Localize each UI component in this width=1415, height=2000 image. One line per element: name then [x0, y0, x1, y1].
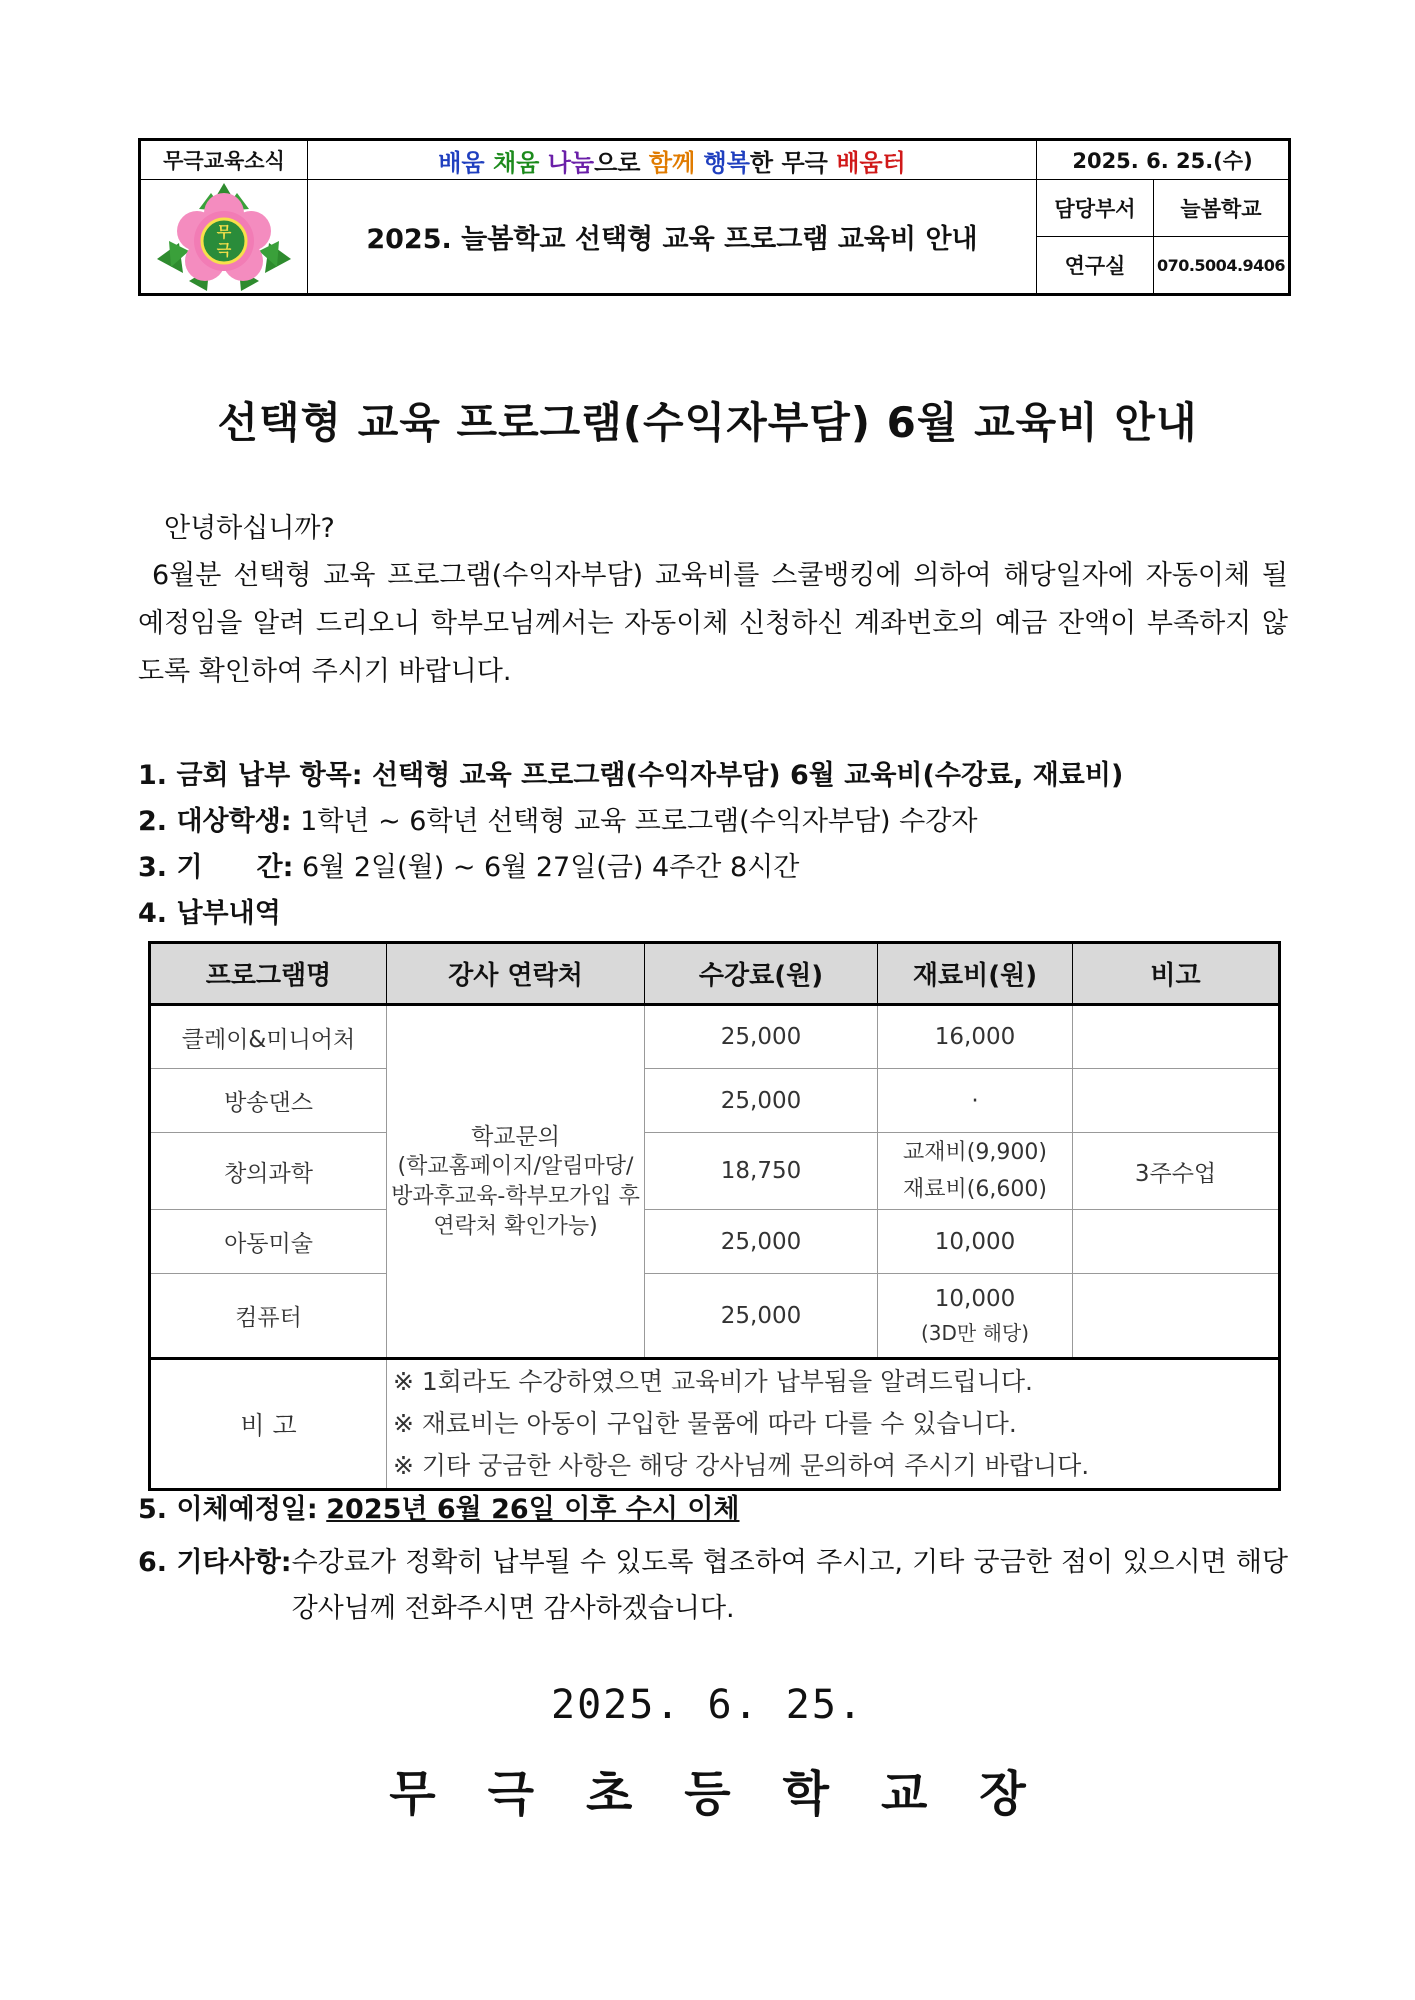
- contact-line: (학교홈페이지/알림마당/: [397, 1153, 634, 1179]
- tuition-fee: 25,000: [645, 1069, 878, 1133]
- program-name: 컴퓨터: [150, 1274, 387, 1359]
- slogan-segment: 한 무극: [749, 148, 837, 177]
- intro-paragraph-text: 6월분 선택형 교육 프로그램(수익자부담) 교육비를 스쿨뱅킹에 의하여 해당일자에 자동이체 될 예정임을 알려 드리오니 학부모님께서는 자동이체 신청하신 계좌번호의 예금 잔액이 부족하지 않도록 확인하여 주시기 바랍니다.: [138, 560, 1288, 687]
- list-item: [138, 845, 1288, 891]
- table-row: [150, 1005, 1280, 1069]
- material-fee: [878, 1133, 1073, 1210]
- footer-date: 2025. 6. 25.: [551, 1682, 864, 1728]
- program-name: 아동미술: [150, 1210, 387, 1274]
- slogan-segment: 채움: [492, 148, 540, 177]
- tuition-fee: 25,000: [645, 1005, 878, 1069]
- transfer-date-item: [138, 1487, 1288, 1526]
- slogan-segment: 행복: [703, 148, 750, 177]
- program-name: 방송댄스: [150, 1069, 387, 1133]
- table-row: [150, 1274, 1280, 1359]
- item-label: 1. 금회 납부 항목:: [138, 760, 363, 791]
- item-list: [138, 753, 1288, 937]
- item-value: 선택형 교육 프로그램(수익자부담) 6월 교육비(수강료, 재료비): [362, 760, 1124, 791]
- program-name: 클레이&미니어처: [150, 1005, 387, 1069]
- school-slogan: [308, 140, 1037, 180]
- main-title: 선택형 교육 프로그램(수익자부담) 6월 교육비 안내: [217, 398, 1198, 447]
- column-header: 수강료(원): [645, 943, 878, 1005]
- other-notes-value: 수강료가 정확히 납부될 수 있도록 협조하여 주시고, 기타 궁금한 점이 있으시면 해당 강사님께 전화주시면 감사하겠습니다.: [291, 1547, 1288, 1624]
- item-label: 5. 이체예정일:: [138, 1494, 318, 1525]
- contact-line: 방과후교육-학부모가입 후: [391, 1183, 640, 1209]
- table-row: [150, 1210, 1280, 1274]
- material-fee: 16,000: [878, 1005, 1073, 1069]
- note-cell: [1073, 1210, 1280, 1274]
- column-header: 강사 연락처: [387, 943, 645, 1005]
- newsletter-label: 무극교육소식: [140, 140, 308, 180]
- table-header-row: [150, 943, 1280, 1005]
- column-header: 비고: [1073, 943, 1280, 1005]
- item-label: 6. 기타사항:: [138, 1547, 292, 1578]
- item-label: 4. 납부내역: [138, 898, 281, 929]
- column-header: 프로그램명: [150, 943, 387, 1005]
- material-line: 재료비(6,600): [903, 1177, 1047, 1202]
- note-cell: [1073, 1274, 1280, 1359]
- list-item: [138, 799, 1288, 845]
- slogan-segment: 배움터: [836, 148, 906, 177]
- column-header: 재료비(원): [878, 943, 1073, 1005]
- table-row: [150, 1069, 1280, 1133]
- material-line: 10,000: [934, 1285, 1016, 1312]
- school-principal: 무극초등학교장: [389, 1766, 1078, 1822]
- slogan-segment: 나눔: [547, 148, 595, 177]
- item-label: 3. 기 간:: [138, 852, 294, 883]
- note-line: ※ 기타 궁금한 사항은 해당 강사님께 문의하여 주시기 바랍니다.: [393, 1451, 1090, 1480]
- slogan-segment: 배움: [438, 148, 485, 177]
- material-line: 교재비(9,900): [903, 1140, 1047, 1165]
- material-fee: ·: [878, 1069, 1073, 1133]
- note-cell: 3주수업: [1073, 1133, 1280, 1210]
- svg-text:극: 극: [216, 240, 232, 259]
- notes-row: [150, 1359, 1280, 1490]
- program-name: 창의과학: [150, 1133, 387, 1210]
- school-logo: [140, 180, 308, 295]
- greeting: 안녕하십니까?: [164, 513, 335, 544]
- slogan-segment: [695, 149, 703, 177]
- notes-label: 비 고: [150, 1359, 387, 1490]
- contact-line: 학교문의: [471, 1123, 560, 1150]
- material-line: (3D만 해당): [920, 1320, 1030, 1345]
- instructor-contact: [387, 1005, 645, 1359]
- dept-label: 담당부서: [1037, 180, 1154, 237]
- item-value: 1학년 ~ 6학년 선택형 교육 프로그램(수익자부담) 수강자: [291, 806, 978, 837]
- header-date: 2025. 6. 25.(수): [1037, 140, 1290, 180]
- note-line: ※ 재료비는 아동이 구입한 물품에 따라 다를 수 있습니다.: [393, 1409, 1017, 1438]
- item-label: 2. 대상학생:: [138, 806, 292, 837]
- transfer-date-value: 2025년 6월 26일 이후 수시 이체: [326, 1494, 740, 1525]
- table-row: [150, 1133, 1280, 1210]
- notes-content: [387, 1359, 1280, 1490]
- other-notes-item: [138, 1540, 1288, 1632]
- fee-table: [148, 941, 1281, 1491]
- slogan-segment: [539, 149, 547, 177]
- note-line: ※ 1회라도 수강하였으면 교육비가 납부됨을 알려드립니다.: [393, 1367, 1033, 1396]
- svg-text:무: 무: [216, 222, 232, 241]
- header-title: 2025. 늘봄학교 선택형 교육 프로그램 교육비 안내: [308, 180, 1037, 295]
- item-value: 6월 2일(월) ~ 6월 27일(금) 4주간 8시간: [293, 852, 800, 883]
- note-cell: [1073, 1069, 1280, 1133]
- slogan-segment: 함께: [648, 148, 696, 177]
- tuition-fee: 25,000: [645, 1274, 878, 1359]
- dept-value: 늘봄학교: [1154, 180, 1290, 237]
- tuition-fee: 18,750: [645, 1133, 878, 1210]
- contact-line: 연락처 확인가능): [433, 1213, 598, 1239]
- slogan-segment: [485, 149, 493, 177]
- slogan-segment: 으로: [594, 148, 649, 177]
- office-label: 연구실: [1037, 237, 1154, 295]
- list-item: [138, 891, 1288, 937]
- note-cell: [1073, 1005, 1280, 1069]
- list-item: [138, 753, 1288, 799]
- header-table: [138, 138, 1291, 296]
- material-fee: [878, 1274, 1073, 1359]
- intro-paragraph: [138, 552, 1288, 696]
- office-phone: 070.5004.9406: [1154, 237, 1290, 295]
- tuition-fee: 25,000: [645, 1210, 878, 1274]
- material-fee: 10,000: [878, 1210, 1073, 1274]
